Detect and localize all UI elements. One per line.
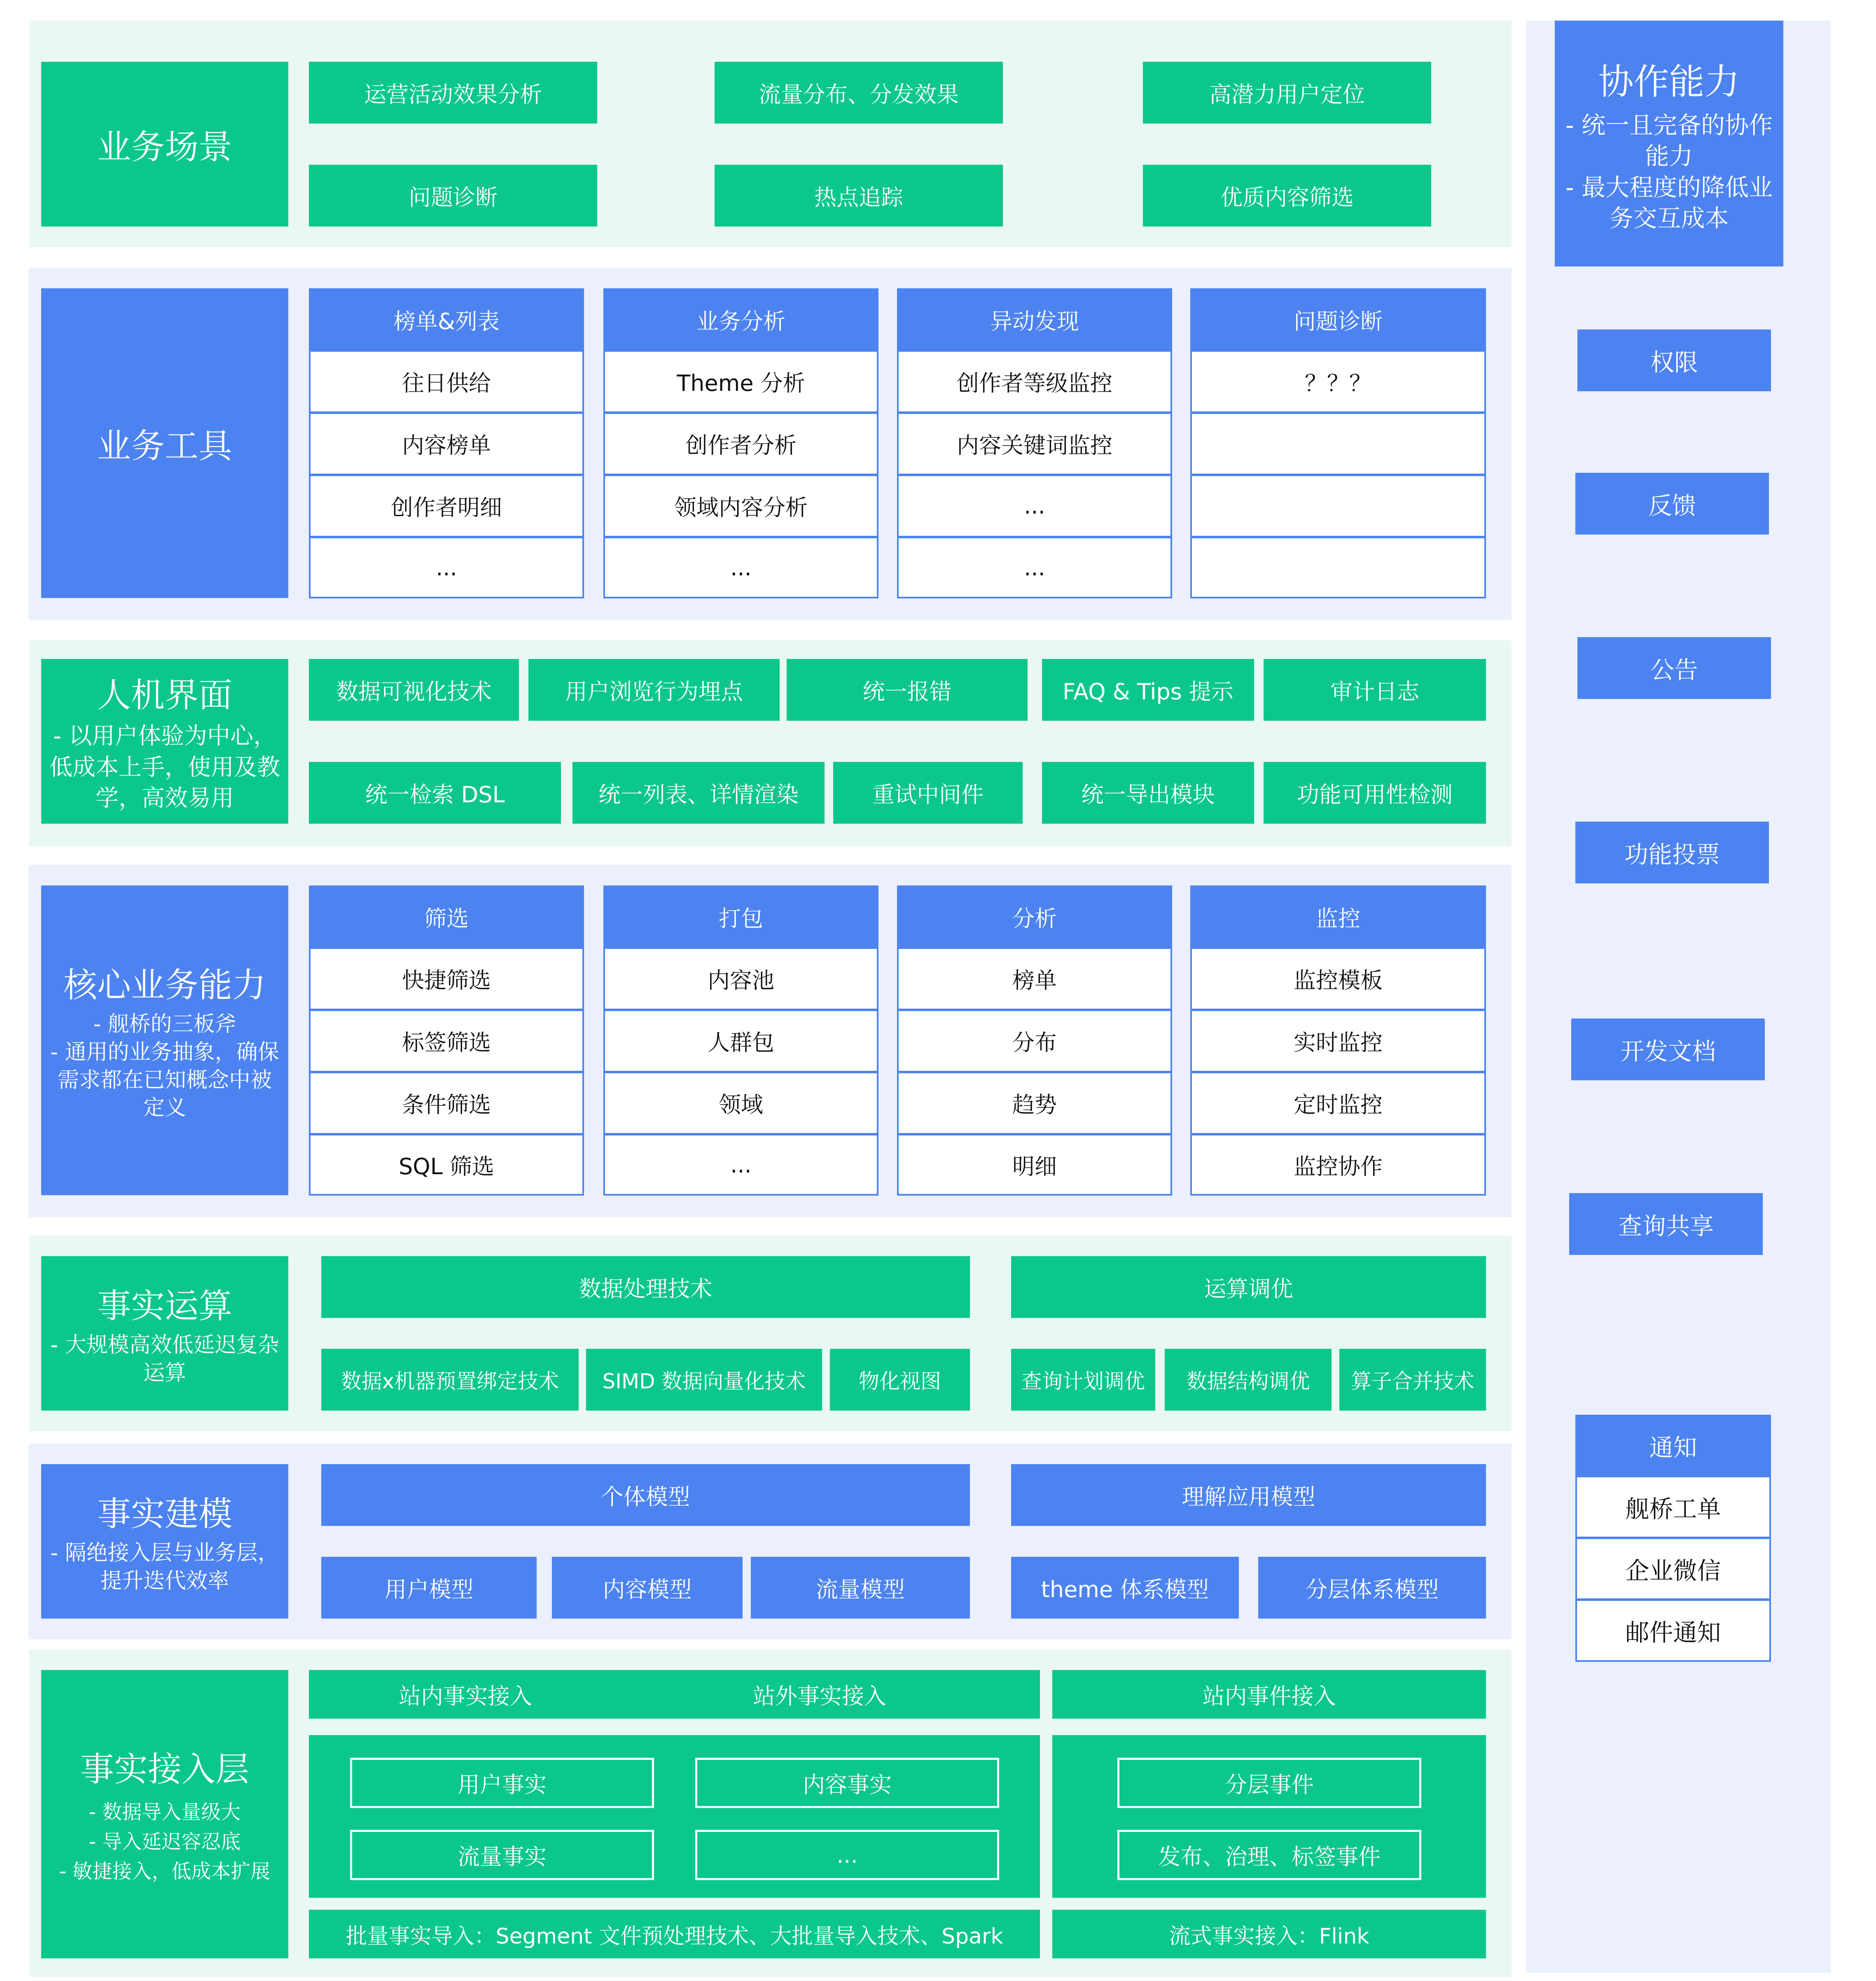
hci-item[interactable]: 统一列表、详情渲染 [572,762,825,824]
compute-item[interactable]: 数据结构调优 [1165,1349,1332,1411]
compute-item[interactable]: 数据x机器预置绑定技术 [321,1349,579,1411]
ingest-batch-footer: 批量事实导入：Segment 文件预处理技术、大批量导入技术、Spark [309,1910,1040,1958]
scene-item[interactable]: 流量分布、分发效果 [715,62,1003,124]
modeling-title: 事实建模 [97,1495,232,1534]
tools-title: 业务工具 [41,288,288,598]
tools-col-header: 业务分析 [603,288,878,351]
core-cell[interactable]: 分布 [897,1009,1172,1072]
ingest-fact-item[interactable]: 内容事实 [695,1758,999,1808]
hci-item[interactable]: 功能可用性检测 [1264,762,1486,824]
hci-note: - 以用户体验为中心，低成本上手，使用及教学，高效易用 [49,723,280,812]
tools-cell[interactable]: 内容榜单 [309,412,584,475]
hci-title: 人机界面 [97,676,232,715]
core-col-header: 监控 [1190,885,1486,948]
tools-cell[interactable]: ... [603,537,878,598]
core-cell[interactable]: 监控模板 [1190,947,1486,1010]
core-title-box [41,885,288,1195]
core-cell[interactable]: 趋势 [897,1072,1172,1135]
modeling-item[interactable]: 内容模型 [552,1557,743,1619]
sidebar-item-feature-vote[interactable]: 功能投票 [1575,822,1769,883]
ingest-title-box [41,1670,288,1958]
scene-item[interactable]: 优质内容筛选 [1143,165,1431,227]
modeling-item[interactable]: theme 体系模型 [1011,1557,1239,1619]
ingest-fact-item[interactable]: 用户事实 [350,1758,654,1808]
tools-col-header: 榜单&列表 [309,288,584,351]
ingest-right-header: 站内事件接入 [1052,1670,1486,1719]
collaboration-title: 协作能力 [1598,61,1740,103]
core-cell[interactable]: 明细 [897,1134,1172,1196]
notify-item-wecom[interactable]: 企业微信 [1575,1537,1771,1600]
compute-note: - 大规模高效低延迟复杂运算 [50,1333,279,1385]
tools-cell[interactable]: ... [897,474,1172,537]
compute-item[interactable]: 查询计划调优 [1011,1349,1155,1411]
ingest-left-header [309,1670,1040,1719]
core-cell[interactable]: 条件筛选 [309,1072,584,1135]
tools-cell[interactable]: 内容关键词监控 [897,412,1172,475]
core-cell[interactable]: 实时监控 [1190,1009,1486,1072]
scene-item[interactable]: 热点追踪 [715,165,1003,227]
ingest-event-item[interactable]: 分层事件 [1117,1758,1421,1808]
compute-item[interactable]: SIMD 数据向量化技术 [586,1349,822,1411]
ingest-stream-footer: 流式事实接入：Flink [1052,1910,1486,1958]
ingest-note: - 导入延迟容忍底 [89,1830,241,1853]
hci-item[interactable]: FAQ & Tips 提示 [1042,659,1254,721]
core-cell[interactable]: 快捷筛选 [309,947,584,1010]
hci-item[interactable]: 审计日志 [1264,659,1486,721]
sidebar-item-announcement[interactable]: 公告 [1577,637,1771,699]
core-col-header: 打包 [603,885,878,948]
scenes-title: 业务场景 [41,62,288,227]
hci-item[interactable]: 重试中间件 [833,762,1023,824]
modeling-group1-header: 个体模型 [321,1464,970,1526]
hci-item[interactable]: 统一导出模块 [1042,762,1254,824]
sidebar-item-feedback[interactable]: 反馈 [1575,473,1769,535]
notify-item-email[interactable]: 邮件通知 [1575,1599,1771,1662]
compute-group1-header: 数据处理技术 [321,1256,970,1318]
hci-item[interactable]: 统一检索 DSL [309,762,561,824]
sidebar-item-permissions[interactable]: 权限 [1577,329,1771,391]
ingest-event-item[interactable]: 发布、治理、标签事件 [1117,1830,1421,1880]
ingest-note: - 敏捷接入，低成本扩展 [59,1860,271,1883]
core-cell[interactable]: 领域 [603,1072,878,1135]
hci-item[interactable]: 统一报错 [787,659,1028,721]
tools-cell[interactable]: 创作者等级监控 [897,350,1172,413]
tools-cell[interactable]: 领域内容分析 [603,474,878,537]
compute-item[interactable]: 物化视图 [830,1349,970,1411]
core-cell[interactable]: 监控协作 [1190,1134,1486,1196]
modeling-title-box [41,1464,288,1619]
tools-col-header: 异动发现 [897,288,1172,351]
compute-group2-header: 运算调优 [1011,1256,1486,1318]
scene-item[interactable]: 问题诊断 [309,165,597,227]
tools-cell[interactable]: ？？？ [1190,350,1486,413]
core-col-header: 分析 [897,885,1172,948]
core-cell[interactable]: ... [603,1134,878,1196]
compute-title: 事实运算 [97,1287,232,1326]
tools-cell[interactable]: 往日供给 [309,350,584,413]
notify-header: 通知 [1575,1415,1771,1476]
compute-item[interactable]: 算子合并技术 [1339,1349,1486,1411]
tools-cell[interactable] [1190,537,1486,598]
notify-item-ticket[interactable]: 舰桥工单 [1575,1476,1771,1538]
core-cell[interactable]: 人群包 [603,1009,878,1072]
core-cell[interactable]: 定时监控 [1190,1072,1486,1135]
tools-cell[interactable] [1190,412,1486,475]
ingest-offsite-facts-label: 站外事实接入 [753,1683,886,1709]
tools-cell[interactable] [1190,474,1486,537]
tools-col-header: 问题诊断 [1190,288,1486,351]
collaboration-panel [1526,21,1831,1973]
collaboration-note-1: - 统一且完备的协作能力 [1565,111,1773,171]
collaboration-note-2: - 最大程度的降低业务交互成本 [1565,173,1773,232]
modeling-note: - 隔绝接入层与业务层，提升迭代效率 [50,1541,279,1593]
hci-item[interactable]: 数据可视化技术 [309,659,519,721]
modeling-item[interactable]: 流量模型 [751,1557,970,1619]
ingest-onsite-facts-label: 站内事实接入 [399,1683,532,1709]
modeling-group2-header: 理解应用模型 [1011,1464,1486,1526]
tools-cell[interactable]: 创作者分析 [603,412,878,475]
sidebar-item-query-share[interactable]: 查询共享 [1569,1193,1763,1255]
scene-item[interactable]: 高潜力用户定位 [1143,62,1431,124]
core-cell[interactable]: 内容池 [603,947,878,1010]
tools-cell[interactable]: Theme 分析 [603,350,878,413]
compute-title-box [41,1256,288,1411]
scene-item[interactable]: 运营活动效果分析 [309,62,597,124]
sidebar-item-dev-docs[interactable]: 开发文档 [1571,1019,1765,1080]
core-cell[interactable]: 标签筛选 [309,1009,584,1072]
ingest-fact-item[interactable]: ... [695,1830,999,1880]
tools-cell[interactable]: ... [897,537,1172,598]
core-cell[interactable]: 榜单 [897,947,1172,1010]
core-title: 核心业务能力 [63,966,266,1005]
core-note-2: - 通用的业务抽象，确保需求都在已知概念中被定义 [50,1040,279,1121]
core-col-header: 筛选 [309,885,584,948]
ingest-note: - 数据导入量级大 [89,1800,241,1824]
core-cell[interactable]: SQL 筛选 [309,1134,584,1196]
ingest-title: 事实接入层 [80,1750,249,1789]
modeling-item[interactable]: 用户模型 [321,1557,537,1619]
tools-cell[interactable]: ... [309,537,584,598]
collaboration-title-box [1555,21,1783,266]
tools-cell[interactable]: 创作者明细 [309,474,584,537]
core-note-1: - 舰桥的三板斧 [93,1012,236,1037]
hci-item[interactable]: 用户浏览行为埋点 [528,659,780,721]
hci-title-box [41,659,288,824]
ingest-fact-item[interactable]: 流量事实 [350,1830,654,1880]
modeling-item[interactable]: 分层体系模型 [1258,1557,1486,1619]
